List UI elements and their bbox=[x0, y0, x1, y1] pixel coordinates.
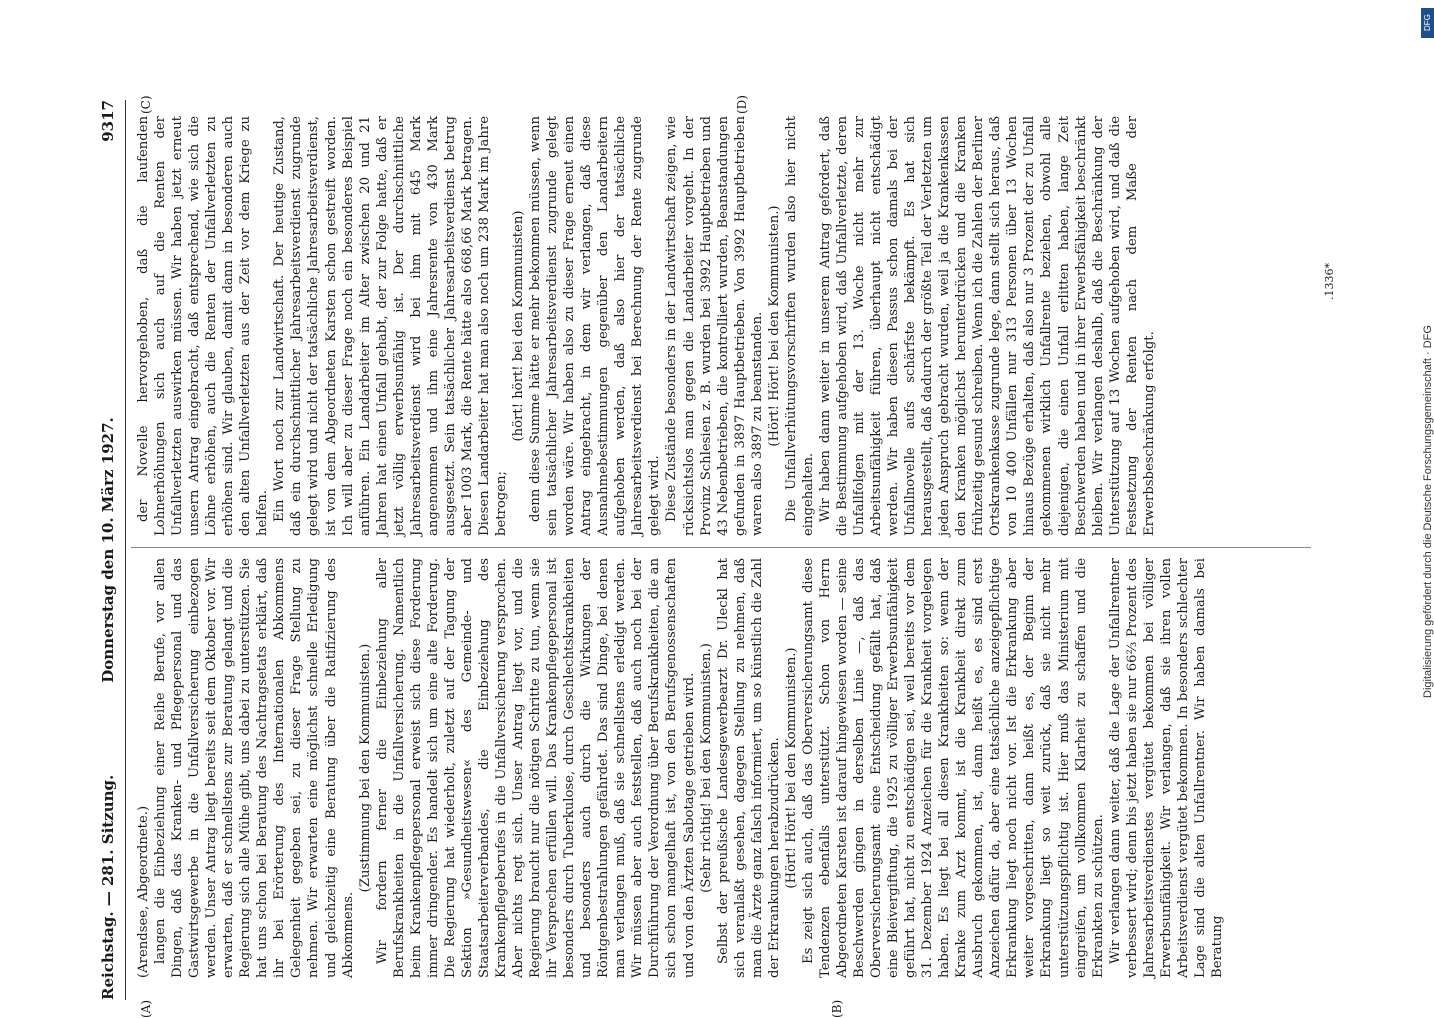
paragraph: Die Unfallverhütungsvorschriften wurden also hier nicht eingehalten. bbox=[783, 116, 816, 536]
page-number: 9317 bbox=[99, 100, 117, 142]
paragraph: (Sehr richtig! bei den Kommunisten.) bbox=[698, 643, 714, 893]
margin-mark-b: (B) bbox=[830, 999, 844, 1018]
text-column-right bbox=[135, 116, 1158, 536]
column-divider bbox=[131, 547, 1311, 548]
margin-mark-a: (A) bbox=[139, 999, 153, 1018]
paragraph: denn diese Summe hätte er mehr bekommen müssen, wenn sein tatsächlicher Jahresarbeitsverdienst zugrunde gelegt worden wäre. Wir haben also zu dieser Frage erneut einen Antrag eingebracht, in dem wir verlangen, daß diese Ausnahmebestimmungen gegenüber den Landarbeitern aufgehoben werden, daß also hier der tatsächliche Jahresarbeitsverdienst bei Berechnung der Rente zugrunde gelegt wird. bbox=[528, 116, 663, 536]
paragraph: Wir fordern ferner die Einbeziehung aller Berufskrankheiten in die Unfallversicherung. Namentlich beim Krankenpflegepersonal erweist sich diese Forderung immer dringender. Es handelt sich um eine alte Forderung. Die Regierung hat wiederholt, zuletzt auf der Tagung der Sektion »Gesundheitswesen« des Gemeinde- und Staatsarbeiterverbandes, die Einbeziehung des Krankenpflegeberufes in die Unfallversicherung versprochen. Aber nichts regt sich. Unser Antrag liegt vor, und die Regierung braucht nur die nötigen Schritte zu tun, wenn sie ihr Versprechen erfüllen will. Das Krankenpflegepersonal ist besonders durch Tuberkulose, durch Geschlechtskrankheiten und besonders auch durch die Wirkungen der Röntgenbestrahlungen gefährdet. Das sind Dinge, bei denen man verlangen muß, daß sie schnellstens erledigt werden. Wir müssen aber auch feststellen, daß auch noch bei der Durchführung der Verordnung über Berufskrankheiten, die an sich schon mangelhaft ist, von den Berufsgenossenschaften und von den Ärzten Sabotage getrieben wird. bbox=[374, 558, 697, 978]
paragraph: Es zeigt sich auch, daß das Oberversicherungsamt diese Tendenzen ebenfalls unterstützt. Schon von Herrn Abgeordneten Karsten ist darauf hingewiesen worden — seine Beschwerden gingen in derselben Linie —, daß das Oberversicherungsamt eine Entscheidung gefällt hat, daß eine Bleivergiftung, die 1925 zu völliger Erwerbsunfähigkeit geführt hat, nicht zu entschädigen sei, weil bereits vor dem 31. Dezember 1924 Anzeichen für die Krankheit vorgelegen haben. Es liegt bei all diesen Krankheiten so: wenn der Kranke zum Arzt kommt, ist die Krankheit direkt zum Ausbruch gekommen, ist, dann heißt es, es sind erst Anzeichen dafür da, aber eine tatsächliche anzeigepflichtige Erkrankung liegt noch nicht vor. Ist die Erkrankung aber weiter vorgeschritten, dann heißt es, der Beginn der Erkrankung liegt so weit zurück, daß sie nicht mehr unterstützungspflichtig ist. Hier muß das Ministerium mit eingreifen, um vollkommen Klarheit zu schaffen und die Erkrankten zu schützen. bbox=[800, 558, 1106, 978]
running-header bbox=[95, 100, 125, 1000]
margin-mark-c: (C) bbox=[139, 95, 153, 114]
header-left: Reichstag. — 281. Sitzung. bbox=[99, 774, 117, 1000]
margin-mark-d: (D) bbox=[735, 95, 749, 114]
paragraph: (hört! hört! bei den Kommunisten) bbox=[511, 210, 527, 442]
signature-mark: .1336* bbox=[1323, 263, 1336, 300]
dfg-logo: DFG bbox=[1421, 8, 1434, 38]
paragraph: Diese Zustände besonders in der Landwirtschaft zeigen, wie rücksichtslos man gegen die Landarbeiter vorgeht. In der Provinz Schlesien z. B. wurden bei 3992 Hauptbetrieben und 43 Nebenbetrieben, die kontrolliert wurden, Beanstandungen gefunden in 3897 Hauptbetrieben. Von 3992 Hauptbetrieben waren also 3897 zu beanstanden. bbox=[664, 116, 765, 536]
paragraph: (Zustimmung bei den Kommunisten.) bbox=[357, 643, 373, 893]
digitization-note bbox=[1418, 8, 1434, 998]
digitization-text: Digitalisierung gefördert durch die Deutsche Forschungsgemeinschaft · DFG bbox=[1422, 325, 1434, 698]
scanned-page bbox=[95, 95, 1350, 1018]
paragraph: Wir haben dann weiter in unserem Antrag gefordert, daß die Bestimmung aufgehoben wird, daß Unfallverletzte, deren Unfallfolgen mit der 13. Woche nicht mehr zur Arbeitsunfähigkeit führen, überhaupt nicht entschädigt werden. Wir haben diesen Passus schon damals bei der Unfallnovelle aufs schärfste bekämpft. Es hat sich herausgestellt, daß dadurch der größte Teil der Verletzten um jeden Anspruch gebracht wurden, weil ja die Krankenkassen den Kranken möglichst herunterdrücken und die Kranken frühzeitig gesund schreiben. Wenn ich die Zahlen der Berliner Ortskrankenkasse zugrunde lege, dann stellt sich heraus, daß von 10 400 Unfällen nur 313 Personen über 13 Wochen hinaus Bezüge erhalten, daß also nur 3 Prozent der zu Unfall gekommenen wirklich Unfallrente beziehen, obwohl alle diejenigen, die einen Unfall erlitten haben, lange Zeit Beschwerden haben und in ihrer Erwerbsfähigkeit beschränkt bleiben. Wir verlangen deshalb, daß die Beschränkung der Unterstützung auf 13 Wochen aufgehoben wird, und daß die Festsetzung der Renten nach dem Maße der Erwerbsbeschränkung erfolgt. bbox=[817, 116, 1157, 536]
header-center: Donnerstag den 10. März 1927. bbox=[99, 417, 117, 683]
paragraph: Selbst der preußische Landesgewerbearzt Dr. Uleckl hat sich veranlaßt gesehen, dagegen Stellung zu nehmen, daß man die Ärzte ganz falsch informiert, um so künstlich die Zahl der Erkrankungen herabzudrücken. bbox=[715, 558, 782, 978]
paragraph: langen die Einbeziehung einer Reihe Berufe, vor allen Dingen, daß das Kranken- und Pflegepersonal und das Gastwirtsgewerbe in die Unfallversicherung einbezogen werden. Unser Antrag liegt bereits seit dem Oktober vor. Wir erwarten, daß er schnellstens zur Beratung gelangt und die Regierung sich alle Mühe gibt, uns dabei zu unterstützen. Sie hat uns schon bei Beratung des Nachtragsetats erklärt, daß ihr bei Erörterung des Internationalen Abkommens Gelegenheit gegeben sei, zu dieser Frage Stellung zu nehmen. Wir erwarten eine möglichst schnelle Erledigung und gleichzeitig eine Beratung über die Ratifizierung des Abkommens. bbox=[153, 558, 356, 978]
paragraph: (Arendsee, Abgeordnete.) bbox=[136, 805, 151, 978]
text-column-left bbox=[135, 558, 1226, 978]
paragraph: der Novelle hervorgehoben, daß die laufenden Lohnerhöhungen sich auch auf die Renten der Unfallverletzten auswirken müssen. Wir haben jetzt erneut unsern Antrag eingebracht, daß entsprechend, wie sich die Löhne erhöhen, auch die Renten der Unfallverletzten zu erhöhen sind. Wir glauben, damit dann in besonderen auch den alten Unfallverletzten aus der Zeit vor dem Kriege zu helfen. bbox=[136, 116, 271, 536]
paragraph: Ein Wort noch zur Landwirtschaft. Der heutige Zustand, daß ein durchschnittlicher Jahresarbeitsverdienst zugrunde gelegt wird und nicht der tatsächliche Jahresarbeitsverdienst, ist von dem Abgeordneten Karsten schon gestreift worden. Ich will aber zu dieser Frage noch ein besonderes Beispiel anführen. Ein Landarbeiter im Alter zwischen 20 und 21 Jahren hat einen Unfall gehabt, der zur Folge hatte, daß er jetzt völlig erwerbsunfähig ist. Der durchschnittliche Jahresarbeitsverdienst wird bei ihm mit 645 Mark angenommen und ihm eine Jahresrente von 430 Mark ausgesetzt. Sein tatsächlicher Jahresarbeitsverdienst betrug aber 1003 Mark, die Rente hätte also 668,66 Mark betragen. Diesen Landarbeiter hat man also noch um 238 Mark im Jahre betrogen; bbox=[272, 116, 509, 536]
paragraph: (Hört! Hört! bei den Kommunisten.) bbox=[783, 647, 799, 889]
paragraph: (Hört! Hört! bei den Kommunisten.) bbox=[766, 205, 782, 447]
paragraph: Wir verlangen dann weiter, daß die Lage der Unfallrentner verbessert wird; denn bis jetzt haben sie nur 66⅔ Prozent des Jahresarbeitsverdienstes vergütet bekommen bei völliger Erwerbsunfähigkeit. Wir verlangen, daß sie ihren vollen Arbeitsverdienst vergütet bekommen. In besonders schlechter Lage sind die alten Unfallrentner. Wir haben damals bei Beratung bbox=[1107, 558, 1225, 978]
header-rule bbox=[125, 100, 126, 1000]
